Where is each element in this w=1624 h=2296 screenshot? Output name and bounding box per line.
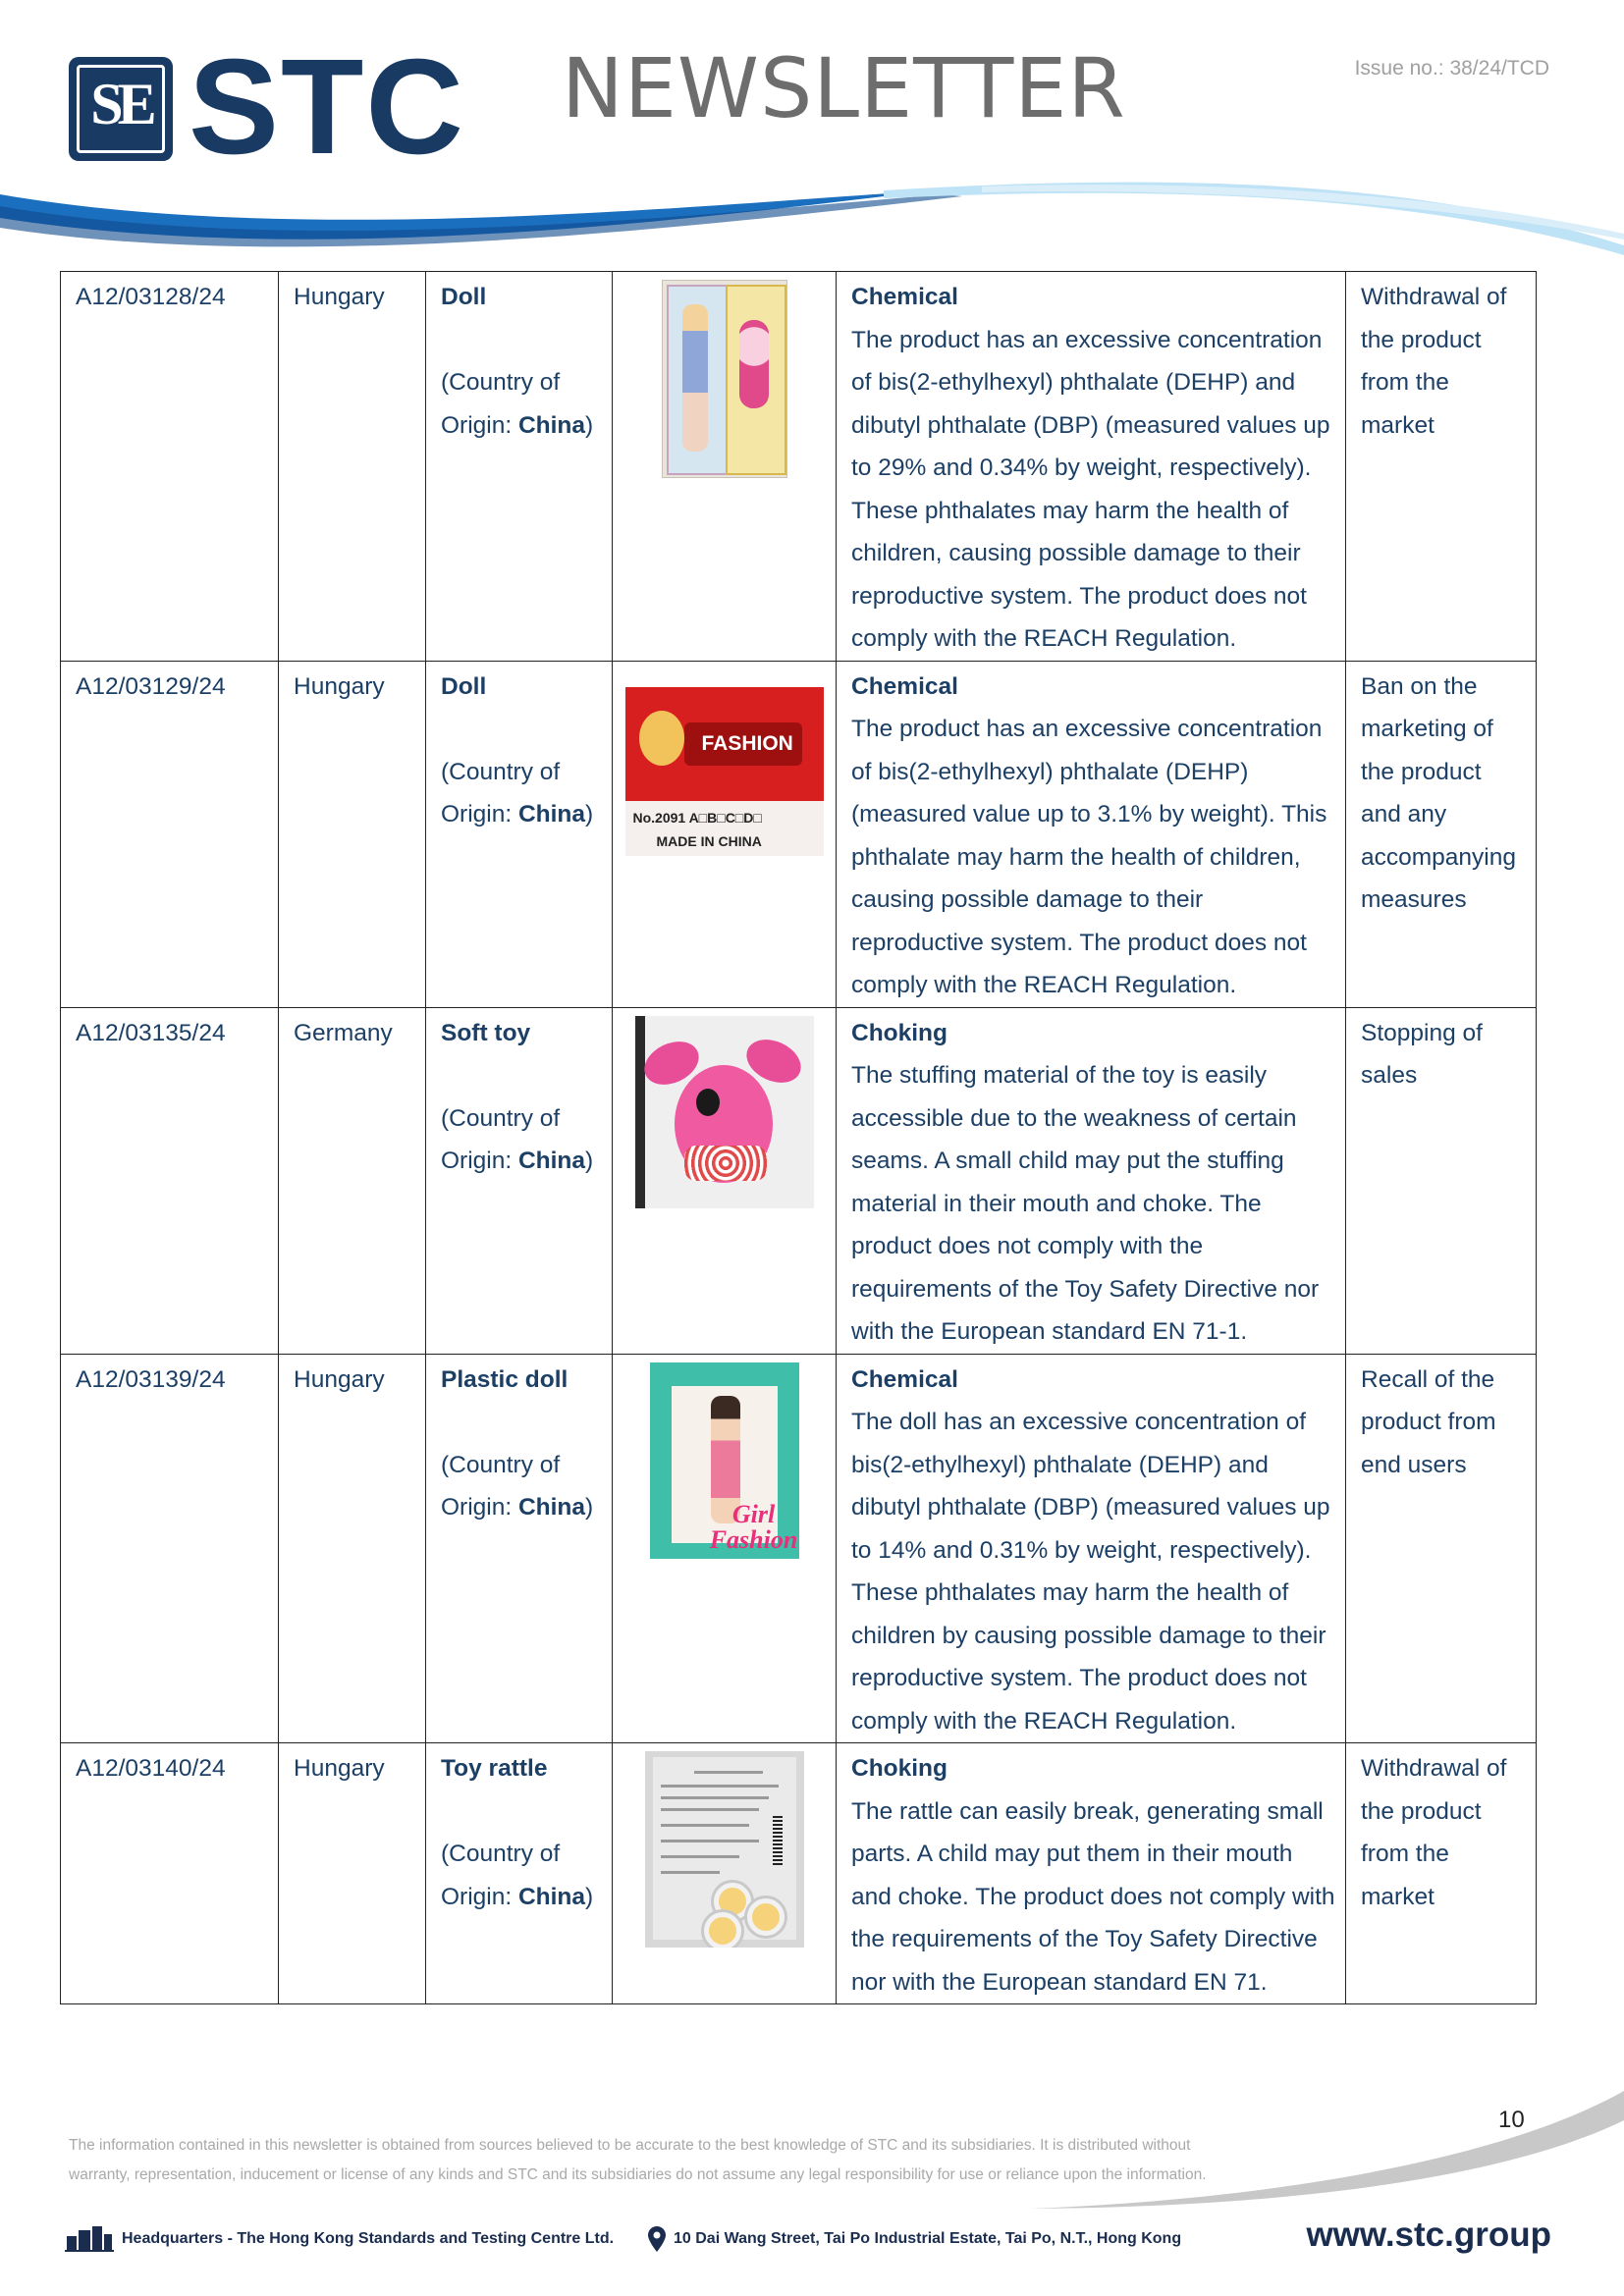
table-row bbox=[61, 1743, 1537, 2004]
risk-line: to 29% and 0.34% by weight, respectively). bbox=[851, 454, 1312, 481]
origin-line: Origin: China) bbox=[441, 801, 594, 828]
product-photo-rattle bbox=[645, 1751, 804, 1948]
risk-line: parts. A child may put them in their mouth bbox=[851, 1841, 1293, 1867]
measure-line: Ban on the bbox=[1361, 672, 1478, 700]
risk-type: Chemical bbox=[851, 672, 958, 700]
risk-cell bbox=[837, 661, 1346, 1007]
measure-line: accompanying bbox=[1361, 843, 1516, 871]
building-icon bbox=[65, 2226, 114, 2252]
header-swoosh bbox=[0, 177, 1624, 265]
table-row bbox=[61, 1007, 1537, 1354]
origin-prefix: (Country of bbox=[441, 1841, 561, 1867]
risk-line: of bis(2-ethylhexyl) phthalate (DEHP) and bbox=[851, 369, 1296, 396]
risk-line: to 14% and 0.31% by weight, respectively). bbox=[851, 1536, 1312, 1564]
product-cell bbox=[426, 272, 613, 662]
table-row bbox=[61, 1354, 1537, 1743]
reference-cell: A12/03129/24 bbox=[61, 661, 279, 1007]
risk-type: Choking bbox=[851, 1755, 947, 1782]
risk-line: The rattle can easily break, generating small bbox=[851, 1797, 1324, 1825]
risk-line: comply with the REACH Regulation. bbox=[851, 972, 1237, 998]
risk-line: accessible due to the weakness of certain bbox=[851, 1104, 1297, 1132]
measure-line: marketing of bbox=[1361, 716, 1493, 742]
risk-line: material in their mouth and choke. The bbox=[851, 1190, 1262, 1217]
measure-line: sales bbox=[1361, 1062, 1418, 1089]
risk-line: The doll has an excessive concentration of bbox=[851, 1409, 1307, 1435]
measure-line: Stopping of bbox=[1361, 1019, 1483, 1046]
location-pin-icon bbox=[648, 2226, 666, 2252]
risk-line: and choke. The product does not comply with bbox=[851, 1883, 1335, 1910]
image-label: FASHION bbox=[701, 731, 793, 755]
risk-line: reproductive system. The product does not bbox=[851, 582, 1307, 610]
photo-cell bbox=[613, 661, 837, 1007]
origin-line: Origin: China) bbox=[441, 1148, 594, 1174]
country-cell: Germany bbox=[279, 1007, 426, 1354]
stc-logo-mark bbox=[69, 57, 173, 161]
reference-cell: A12/03135/24 bbox=[61, 1007, 279, 1354]
table-row bbox=[61, 661, 1537, 1007]
product-name: Doll bbox=[441, 672, 487, 700]
issue-number: Issue no.: 38/24/TCD bbox=[1354, 57, 1549, 80]
measure-line: the product bbox=[1361, 1797, 1482, 1825]
image-label: Girl Fashion bbox=[709, 1499, 798, 1554]
risk-line: The stuffing material of the toy is easily bbox=[851, 1062, 1268, 1089]
headquarters-text: Headquarters - The Hong Kong Standards and Testing Centre Ltd. bbox=[122, 2230, 615, 2247]
disclaimer: The information contained in this newsletter is obtained from sources believed to be accurate to the best knowledge of STC and its subsidiaries. It is distributed without warranty, representation, inducement or license of any kinds and STC and its subsidiaries do not assume any legal responsibility for use or reliance upon the information. bbox=[69, 2137, 1207, 2183]
measure-cell bbox=[1346, 661, 1537, 1007]
product-name: Plastic doll bbox=[441, 1365, 568, 1393]
measure-cell bbox=[1346, 272, 1537, 662]
risk-line: seams. A small child may put the stuffing bbox=[851, 1148, 1284, 1174]
risk-line: (measured value up to 3.1% by weight). This bbox=[851, 801, 1327, 828]
origin-prefix: (Country of bbox=[441, 1451, 561, 1478]
photo-cell bbox=[613, 1007, 837, 1354]
risk-line: dibutyl phthalate (DBP) (measured values up bbox=[851, 411, 1330, 439]
risk-line: of bis(2-ethylhexyl) phthalate (DEHP) bbox=[851, 758, 1249, 785]
measure-cell bbox=[1346, 1354, 1537, 1743]
measure-line: the product bbox=[1361, 758, 1482, 785]
page-number: 10 bbox=[1498, 2107, 1525, 2133]
risk-line: children by causing possible damage to their bbox=[851, 1622, 1326, 1649]
measure-cell bbox=[1346, 1007, 1537, 1354]
country-cell: Hungary bbox=[279, 661, 426, 1007]
measure-line: Withdrawal of bbox=[1361, 1755, 1507, 1782]
measure-line: product from bbox=[1361, 1409, 1496, 1435]
product-photo-plush bbox=[635, 1016, 814, 1208]
reference-cell: A12/03139/24 bbox=[61, 1354, 279, 1743]
origin-line: Origin: China) bbox=[441, 411, 594, 439]
risk-cell bbox=[837, 272, 1346, 662]
risk-line: phthalate may harm the health of children, bbox=[851, 843, 1301, 871]
measure-line: end users bbox=[1361, 1451, 1467, 1478]
risk-line: These phthalates may harm the health of bbox=[851, 1579, 1289, 1606]
headquarters bbox=[65, 2226, 614, 2252]
measure-line: market bbox=[1361, 411, 1435, 439]
risk-line: dibutyl phthalate (DBP) (measured values up bbox=[851, 1494, 1330, 1521]
risk-line: The product has an excessive concentration bbox=[851, 716, 1323, 742]
measure-line: Recall of the bbox=[1361, 1365, 1495, 1393]
product-cell bbox=[426, 1007, 613, 1354]
risk-cell bbox=[837, 1354, 1346, 1743]
risk-line: comply with the REACH Regulation. bbox=[851, 625, 1237, 652]
risk-type: Choking bbox=[851, 1019, 947, 1046]
product-photo-plastic-doll bbox=[650, 1362, 799, 1559]
table-row bbox=[61, 272, 1537, 662]
measure-line: from the bbox=[1361, 1841, 1449, 1867]
measure-cell bbox=[1346, 1743, 1537, 2004]
risk-line: children, causing possible damage to their bbox=[851, 540, 1301, 566]
product-photo-doll bbox=[662, 280, 787, 478]
risk-line: These phthalates may harm the health of bbox=[851, 497, 1289, 524]
reference-cell: A12/03128/24 bbox=[61, 272, 279, 662]
measure-line: from the bbox=[1361, 369, 1449, 396]
origin-prefix: (Country of bbox=[441, 1104, 561, 1132]
risk-line: with the European standard EN 71-1. bbox=[851, 1318, 1248, 1345]
product-cell bbox=[426, 1354, 613, 1743]
origin-prefix: (Country of bbox=[441, 369, 561, 396]
address bbox=[648, 2226, 1181, 2252]
product-name: Doll bbox=[441, 284, 487, 310]
measure-line: measures bbox=[1361, 886, 1467, 913]
reference-cell: A12/03140/24 bbox=[61, 1743, 279, 2004]
logo-wordmark: STC bbox=[189, 31, 465, 183]
address-text: 10 Dai Wang Street, Tai Po Industrial Estate, Tai Po, N.T., Hong Kong bbox=[674, 2230, 1182, 2247]
measure-line: market bbox=[1361, 1883, 1435, 1910]
website-link[interactable]: www.stc.group bbox=[1306, 2216, 1551, 2254]
risk-line: comply with the REACH Regulation. bbox=[851, 1707, 1237, 1735]
risk-type: Chemical bbox=[851, 284, 958, 310]
origin-line: Origin: China) bbox=[441, 1883, 594, 1910]
risk-line: reproductive system. The product does not bbox=[851, 929, 1307, 956]
origin-line: Origin: China) bbox=[441, 1494, 594, 1521]
risk-line: the requirements of the Toy Safety Directive bbox=[851, 1926, 1318, 1952]
image-made: MADE IN CHINA bbox=[656, 832, 762, 849]
risk-line: requirements of the Toy Safety Directive nor bbox=[851, 1275, 1320, 1303]
measure-line: Withdrawal of bbox=[1361, 284, 1507, 310]
risk-line: causing possible damage to their bbox=[851, 886, 1204, 913]
risk-line: product does not comply with the bbox=[851, 1233, 1204, 1259]
measure-line: the product bbox=[1361, 326, 1482, 353]
risk-line: nor with the European standard EN 71. bbox=[851, 1968, 1268, 1996]
recall-table bbox=[60, 271, 1537, 2004]
newsletter-title: NEWSLETTER bbox=[562, 40, 1126, 136]
photo-cell bbox=[613, 272, 837, 662]
image-code: No.2091 A□B□C□D□ bbox=[632, 809, 762, 826]
product-cell bbox=[426, 661, 613, 1007]
country-cell: Hungary bbox=[279, 1743, 426, 2004]
logo-glyph: SE bbox=[90, 72, 151, 136]
photo-cell bbox=[613, 1354, 837, 1743]
origin-prefix: (Country of bbox=[441, 758, 561, 785]
measure-line: and any bbox=[1361, 801, 1447, 828]
risk-type: Chemical bbox=[851, 1365, 958, 1393]
risk-line: reproductive system. The product does not bbox=[851, 1665, 1307, 1691]
product-name: Soft toy bbox=[441, 1019, 531, 1046]
risk-cell bbox=[837, 1007, 1346, 1354]
risk-line: bis(2-ethylhexyl) phthalate (DEHP) and bbox=[851, 1451, 1269, 1478]
country-cell: Hungary bbox=[279, 272, 426, 662]
risk-cell bbox=[837, 1743, 1346, 2004]
risk-line: The product has an excessive concentration bbox=[851, 326, 1323, 353]
product-name: Toy rattle bbox=[441, 1755, 548, 1782]
country-cell: Hungary bbox=[279, 1354, 426, 1743]
photo-cell bbox=[613, 1743, 837, 2004]
product-cell bbox=[426, 1743, 613, 2004]
product-photo-fashion-box bbox=[625, 687, 824, 856]
